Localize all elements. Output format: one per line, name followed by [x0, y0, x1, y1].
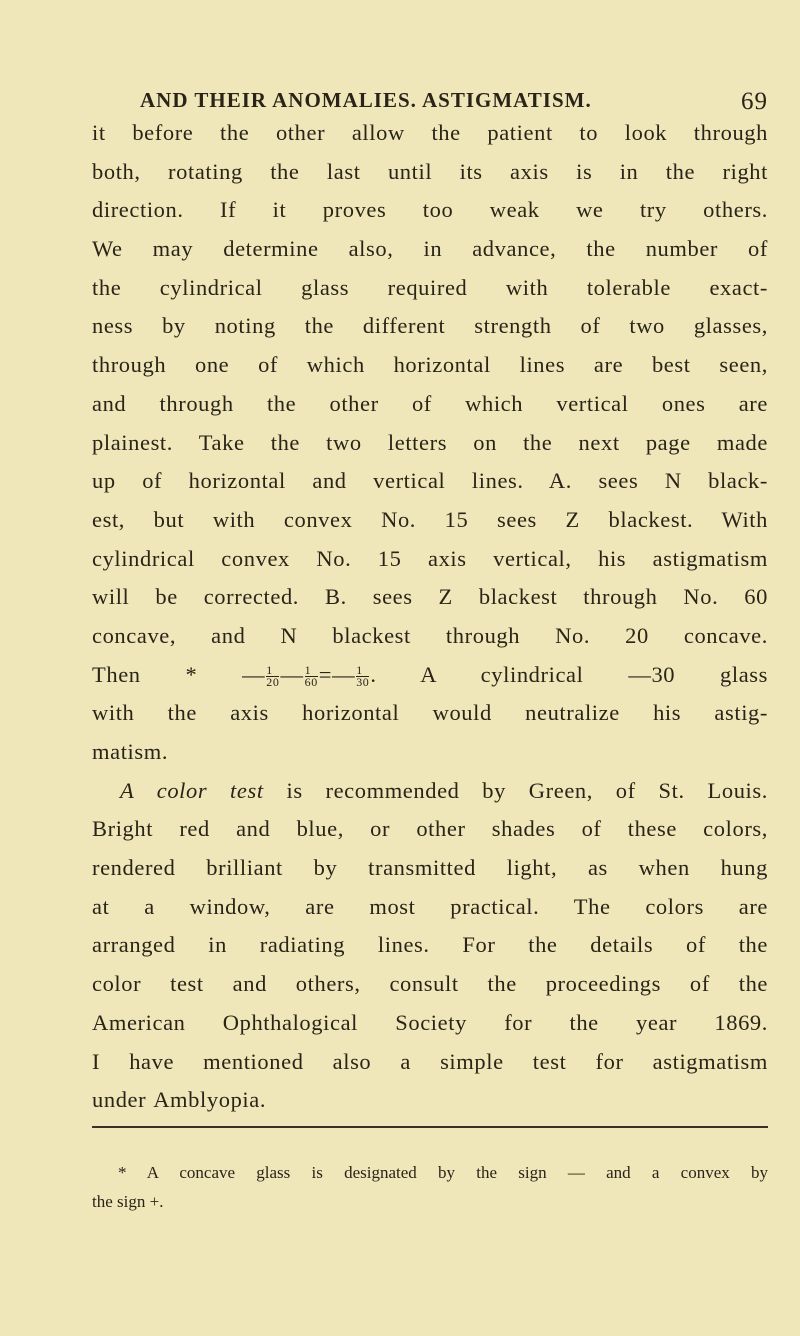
- text-line: up of horizontal and vertical lines. A. sees N black-: [92, 468, 768, 494]
- text-line: color test and others, consult the proceedings of the: [92, 971, 768, 997]
- text-line: Bright red and blue, or other shades of these colors,: [92, 816, 768, 842]
- text-line: through one of which horizontal lines are best seen,: [92, 352, 768, 378]
- text-line: under Amblyopia.: [92, 1087, 267, 1113]
- text-line: ness by noting the different strength of two glasses,: [92, 313, 768, 339]
- formula-line: [92, 656, 768, 695]
- text-line: American Ophthalogical Society for the year 1869.: [92, 1009, 768, 1035]
- text-line: will be corrected. B. sees Z blackest through No. 60: [92, 584, 768, 610]
- text-line: and through the other of which vertical ones are: [92, 390, 768, 416]
- text-line: plainest. Take the two letters on the next page made: [92, 429, 768, 455]
- page-number: 69: [741, 88, 768, 115]
- text-line: rendered brilliant by transmitted light, as when hung: [92, 855, 768, 881]
- formula-dash: —: [280, 661, 304, 687]
- formula-prefix: Then * —: [92, 661, 266, 687]
- text-line: est, but with convex No. 15 sees Z blackest. With: [92, 506, 768, 532]
- text-line: cylindrical convex No. 15 axis vertical, his astigmatism: [92, 545, 768, 571]
- text-line: with the axis horizontal would neutralize his astig-: [92, 700, 768, 726]
- text-line: it before the other allow the patient to look through: [92, 120, 768, 145]
- formula-equals: =—: [318, 661, 356, 687]
- text-line: the cylindrical glass required with tolerable exact-: [92, 274, 768, 300]
- formula-suffix: . A cylindrical —30 glass: [370, 661, 768, 687]
- numerator: 1: [305, 665, 318, 677]
- denominator: 30: [356, 674, 370, 689]
- text-line: direction. If it proves too weak we try others.: [92, 197, 768, 223]
- text-line: matism.: [92, 739, 169, 764]
- running-title: AND THEIR ANOMALIES. ASTIGMATISM.: [140, 88, 592, 112]
- footnote-line: the sign +.: [92, 1192, 164, 1211]
- footnote-line: * A concave glass is designated by the sign — and a convex by: [118, 1163, 768, 1182]
- color-test-rest: is recommended by Green, of St. Louis.: [263, 777, 768, 803]
- color-test-line: [92, 772, 768, 811]
- fraction-1-60: [304, 662, 318, 689]
- text-line: We may determine also, in advance, the number of: [92, 236, 768, 262]
- numerator: 1: [356, 665, 369, 677]
- text-line: at a window, are most practical. The colors are: [92, 893, 768, 919]
- body-text: [92, 114, 768, 1120]
- running-header: [140, 88, 768, 116]
- text-line: arranged in radiating lines. For the details of the: [92, 932, 768, 958]
- color-test-term: A color test: [120, 777, 264, 803]
- denominator: 60: [304, 674, 318, 689]
- fraction-1-30: [356, 662, 370, 689]
- denominator: 20: [266, 674, 280, 689]
- footnote: [92, 1158, 768, 1216]
- fraction-1-20: [266, 662, 280, 689]
- text-line: concave, and N blackest through No. 20 concave.: [92, 622, 768, 648]
- text-line: I have mentioned also a simple test for astigmatism: [92, 1048, 768, 1074]
- footnote-rule: [92, 1126, 768, 1128]
- text-line: both, rotating the last until its axis is in the right: [92, 158, 768, 184]
- numerator: 1: [266, 665, 279, 677]
